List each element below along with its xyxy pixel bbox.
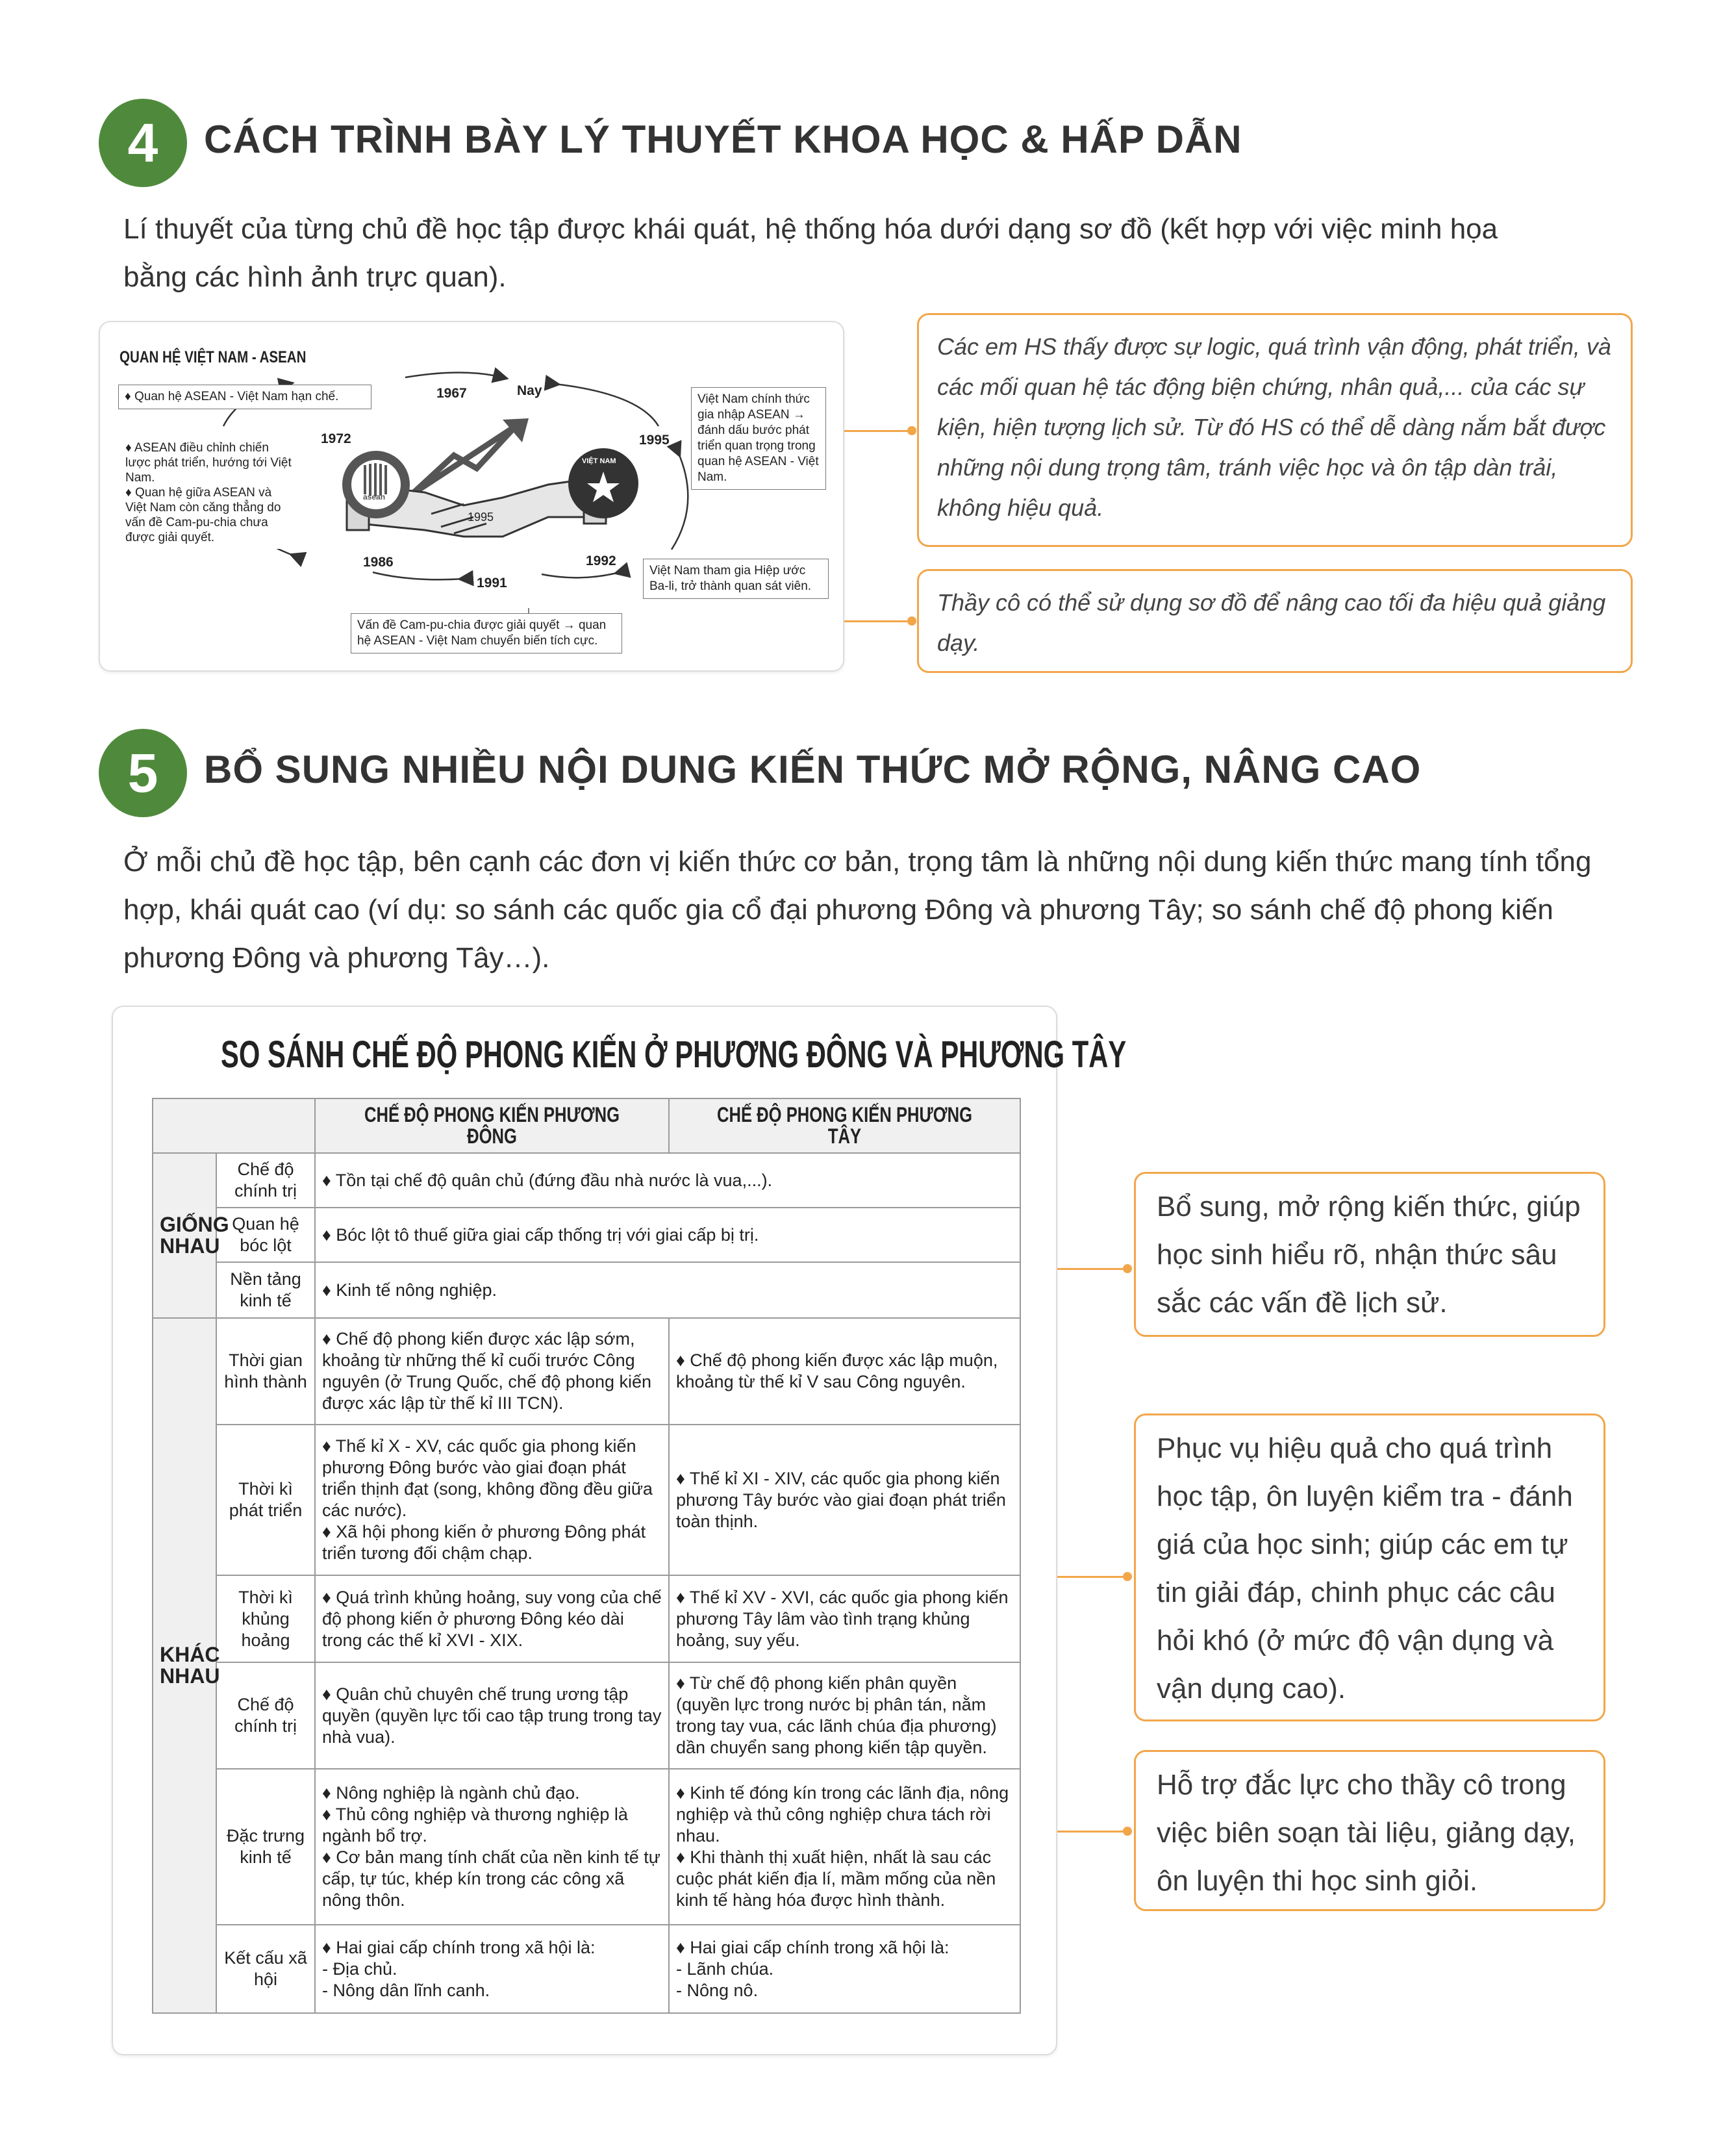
row-east: ♦ Nông nghiệp là ngành chủ đạo. ♦ Thủ công nghiệp và thương nghiệp là ngành bổ trợ. ♦ Cơ bản mang tính chất của nền kinh tế tự cấp, tự túc, khép kín trong các công xã nông thôn. — [315, 1769, 669, 1925]
row-label: Chế độ chính trị — [216, 1662, 315, 1769]
section-4-note-2 — [917, 569, 1633, 673]
table-row — [153, 1208, 1020, 1262]
row-west: ♦ Từ chế độ phong kiến phân quyền (quyền lực trong nước bị phân tán, nằm trong tay vua, các lãnh chúa địa phương) dần chuyển sang phong kiến tập quyền. — [669, 1662, 1020, 1769]
note-connector-5 — [1057, 1831, 1127, 1833]
note-connector-3 — [1057, 1268, 1127, 1270]
note-connector-dot-1 — [907, 426, 916, 435]
diagram-title: QUAN HỆ VIỆT NAM - ASEAN — [119, 348, 307, 366]
diagram-box-1967: ♦ Quan hệ ASEAN - Việt Nam hạn chế. — [118, 385, 371, 409]
asean-logo — [342, 451, 410, 518]
row-label: Thời gian hình thành — [216, 1318, 315, 1425]
diagram-box-1972 — [119, 437, 297, 549]
feudal-comparison-card — [112, 1006, 1127, 2055]
arc-1967-nay-arrow — [405, 373, 503, 378]
section-5-intro: Ở mỗi chủ đề học tập, bên cạnh các đơn vị kiến thức cơ bản, trọng tâm là những nội dung kiến thức mang tính tổng hợp, khái quát cao (ví dụ: so sánh các quốc gia cổ đại phương Đông và phương Tây; so sánh chế độ phong kiến phương Đông và phương Tây…). — [123, 846, 1592, 974]
table-row — [153, 1575, 1020, 1662]
section-4-number-badge: 4 — [99, 99, 187, 187]
row-east: ♦ Hai giai cấp chính trong xã hội là: - Địa chủ. - Nông dân lĩnh canh. — [315, 1925, 669, 2013]
row-label: Kết cấu xã hội — [216, 1925, 315, 2013]
table-header-west: CHẾ ĐỘ PHONG KIẾN PHƯƠNG TÂY — [669, 1098, 1020, 1153]
table-header-east: CHẾ ĐỘ PHONG KIẾN PHƯƠNG ĐÔNG — [315, 1098, 669, 1153]
vietnam-logo-label: VIỆT NAM — [582, 457, 616, 465]
table-row — [153, 1662, 1020, 1769]
row-text: ♦ Tồn tại chế độ quân chủ (đứng đầu nhà nước là vua,...). — [315, 1153, 1020, 1208]
arc-1995-1992-arrow — [672, 452, 688, 550]
section-4-note-1-text: Các em HS thấy được sự logic, quá trình vận động, phát triển, và các mối quan hệ tác động biện chứng, nhân quả,... của các sự kiện, hiện tượng lịch sử. Từ đó HS có thể dễ dàng nắm bắt được những nội dung trọng tâm, tránh việc học và ôn tập dàn trải, không hiệu quả. — [937, 333, 1611, 521]
section-4-note-1 — [917, 313, 1633, 547]
section-5-note-3 — [1134, 1750, 1605, 1911]
note-connector-dot-2 — [907, 616, 916, 626]
arc-1992-1991-arrow — [542, 572, 620, 577]
row-east: ♦ Quá trình khủng hoảng, suy vong của chế độ phong kiến ở phương Đông kéo dài trong các thế kỉ XVI - XIX. — [315, 1575, 669, 1662]
row-east: ♦ Quân chủ chuyên chế trung ương tập quyền (quyền lực tối cao tập trung trong tay nhà vua). — [315, 1662, 669, 1769]
row-label: Nền tảng kinh tế — [216, 1262, 315, 1318]
note-connector-dot-3 — [1123, 1264, 1132, 1273]
year-1991: 1991 — [477, 576, 507, 590]
row-west: ♦ Chế độ phong kiến được xác lập muộn, khoảng từ thế kỉ V sau Công nguyên. — [669, 1318, 1020, 1425]
diagram-box-1992: Việt Nam tham gia Hiệp ước Ba-li, trở thành quan sát viên. — [643, 559, 829, 599]
note-connector-4 — [1057, 1576, 1127, 1578]
table-row — [153, 1318, 1020, 1425]
row-west: ♦ Hai giai cấp chính trong xã hội là: - Lãnh chúa. - Nông nô. — [669, 1925, 1020, 2013]
year-now: Nay — [517, 383, 542, 398]
year-1967: 1967 — [436, 386, 467, 401]
row-label: Thời kì khủng hoảng — [216, 1575, 315, 1662]
table-header-blank — [153, 1098, 315, 1153]
row-label: Thời kì phát triển — [216, 1425, 315, 1575]
table-row — [153, 1262, 1020, 1318]
year-1972: 1972 — [321, 431, 351, 446]
row-text: ♦ Kinh tế nông nghiệp. — [315, 1262, 1020, 1318]
note-connector-dot-4 — [1123, 1572, 1132, 1581]
row-label: Đặc trưng kinh tế — [216, 1769, 315, 1925]
table-header-row — [153, 1098, 1020, 1153]
row-text: ♦ Bóc lột tô thuế giữa giai cấp thống trị với giai cấp bị trị. — [315, 1208, 1020, 1262]
section-5-note-3-text: Hỗ trợ đắc lực cho thầy cô trong việc biên soạn tài liệu, giảng dạy, ôn luyện thi học sinh giỏi. — [1157, 1769, 1576, 1897]
arc-nay-1995-arrow — [555, 384, 659, 426]
year-1986: 1986 — [363, 555, 394, 570]
section-5-number-badge: 5 — [99, 729, 187, 817]
group-same-label: GIỐNG NHAU — [153, 1153, 216, 1318]
asean-relations-diagram — [99, 321, 844, 672]
group-diff-label: KHÁC NHAU — [153, 1318, 216, 2013]
section-4-intro-line-2: bằng các hình ảnh trực quan). — [123, 261, 507, 293]
section-5-note-1-text: Bổ sung, mở rộng kiến thức, giúp học sinh hiểu rõ, nhận thức sâu sắc các vấn đề lịch sử. — [1157, 1191, 1581, 1319]
note-connector-dot-5 — [1123, 1827, 1132, 1836]
section-5-note-2 — [1134, 1414, 1605, 1721]
note-connector-2 — [844, 620, 912, 622]
arc-1991-1986-arrow — [373, 572, 464, 579]
row-east: ♦ Thế kỉ X - XV, các quốc gia phong kiến phương Đông bước vào giai đoạn phát triển thịnh đạt (song, không đồng đều giữa các nước). ♦ Xã hội phong kiến ở phương Đông phát triển tương đối chậm chạp. — [315, 1425, 669, 1575]
section-5-title: BỔ SUNG NHIỀU NỘI DUNG KIẾN THỨC MỞ RỘNG, NÂNG CAO — [204, 748, 1422, 791]
row-label: Quan hệ bóc lột — [216, 1208, 315, 1262]
row-label: Chế độ chính trị — [216, 1153, 315, 1208]
diagram-box-1995: Việt Nam chính thức gia nhập ASEAN → đánh dấu bước phát triển quan trọng trong quan hệ ASEAN - Việt Nam. — [691, 387, 826, 490]
diagram-box-1972-b: ♦ Quan hệ giữa ASEAN và Việt Nam còn căng thẳng do vấn đề Cam-pu-chia chưa được giải quyết. — [125, 486, 281, 544]
table-row — [153, 1153, 1020, 1208]
comparison-table — [152, 1098, 1021, 2014]
section-5-note-1 — [1134, 1172, 1605, 1337]
row-west: ♦ Kinh tế đóng kín trong các lãnh địa, nông nghiệp và thủ công nghiệp chưa tách rời nhau. ♦ Khi thành thị xuất hiện, nhất là sau các cuộc phát kiến địa lí, mầm mống của nền kinh tế hàng hóa được hình thành. — [669, 1769, 1020, 1925]
section-4-intro-line-1: Lí thuyết của từng chủ đề học tập được khái quát, hệ thống hóa dưới dạng sơ đồ (kết hợp với việc minh họa — [123, 213, 1498, 245]
handshake-year-1995: 1995 — [468, 511, 494, 524]
year-1992: 1992 — [586, 553, 616, 568]
diagram-box-1972-a: ♦ ASEAN điều chỉnh chiến lược phát triển, hướng tới Việt Nam. — [125, 441, 292, 485]
row-east: ♦ Chế độ phong kiến được xác lập sớm, khoảng từ những thế kỉ cuối trước Công nguyên (ở Trung Quốc, chế độ phong kiến được xác lập từ thế kỉ III TCN). — [315, 1318, 669, 1425]
section-5-note-2-text: Phục vụ hiệu quả cho quá trình học tập, ôn luyện kiểm tra - đánh giá của học sinh; giúp các em tự tin giải đáp, chinh phục các câu hỏi khó (ở mức độ vận dụng và vận dụng cao). — [1157, 1432, 1573, 1705]
section-4-intro — [123, 205, 1617, 301]
asean-logo-label: asean — [363, 492, 386, 501]
row-west: ♦ Thế kỉ XV - XVI, các quốc gia phong kiến phương Tây lâm vào tình trạng khủng hoảng, suy yếu. — [669, 1575, 1020, 1662]
row-west: ♦ Thế kỉ XI - XIV, các quốc gia phong kiến phương Tây bước vào giai đoạn phát triển toàn thịnh. — [669, 1425, 1020, 1575]
note-connector-1 — [844, 430, 912, 432]
table-row — [153, 1769, 1020, 1925]
diagram-box-1991: Vấn đề Cam-pu-chia được giải quyết → quan hệ ASEAN - Việt Nam chuyển biến tích cực. — [351, 613, 622, 653]
table-row — [153, 1425, 1020, 1575]
comparison-table-title: SO SÁNH CHẾ ĐỘ PHONG KIẾN Ở PHƯƠNG ĐÔNG VÀ PHƯƠNG TÂY — [221, 1034, 1127, 1076]
section-4-note-2-text: Thầy cô có thể sử dụng sơ đồ để nâng cao tối đa hiệu quả giảng dạy. — [937, 589, 1606, 656]
year-1995: 1995 — [639, 433, 670, 448]
table-row — [153, 1925, 1020, 2013]
section-4-title: CÁCH TRÌNH BÀY LÝ THUYẾT KHOA HỌC & HẤP DẪN — [204, 118, 1242, 161]
